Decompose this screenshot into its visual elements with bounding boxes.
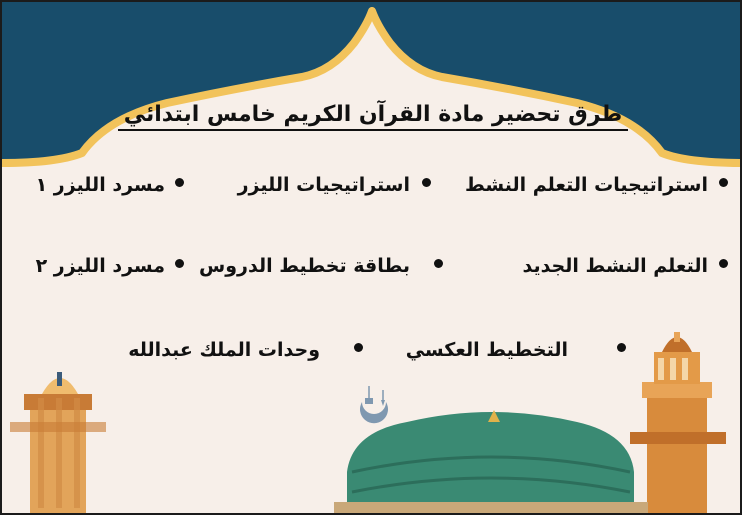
crescent-lantern-icon	[360, 386, 388, 423]
bullet-icon	[719, 178, 728, 187]
page-title: طرق تحضير مادة القرآن الكريم خامس ابتدائي	[2, 102, 742, 127]
link-new-active-learning[interactable]: التعلم النشط الجديد	[522, 255, 708, 277]
bullet-icon	[354, 343, 363, 352]
link-laser-glossary-1[interactable]: مسرد الليزر ١	[35, 174, 165, 196]
green-dome	[334, 410, 648, 515]
bullet-icon	[422, 178, 431, 187]
bullet-icon	[434, 259, 443, 268]
link-laser-glossary-2[interactable]: مسرد الليزر ٢	[35, 255, 165, 277]
bullet-icon	[719, 259, 728, 268]
link-active-learning-strategies[interactable]: استراتيجيات التعلم النشط	[465, 174, 708, 196]
bullet-icon	[175, 178, 184, 187]
bullet-icon	[617, 343, 626, 352]
link-lesson-planning-card[interactable]: بطاقة تخطيط الدروس	[199, 255, 410, 277]
left-minaret	[10, 372, 106, 515]
link-laser-strategies[interactable]: استراتيجيات الليزر	[237, 174, 410, 196]
arch-finial	[369, 7, 375, 13]
link-king-abdullah-units[interactable]: وحدات الملك عبدالله	[128, 339, 320, 361]
bullet-icon	[175, 259, 184, 268]
right-minaret	[630, 332, 726, 515]
link-backward-planning[interactable]: التخطيط العكسي	[405, 339, 568, 361]
